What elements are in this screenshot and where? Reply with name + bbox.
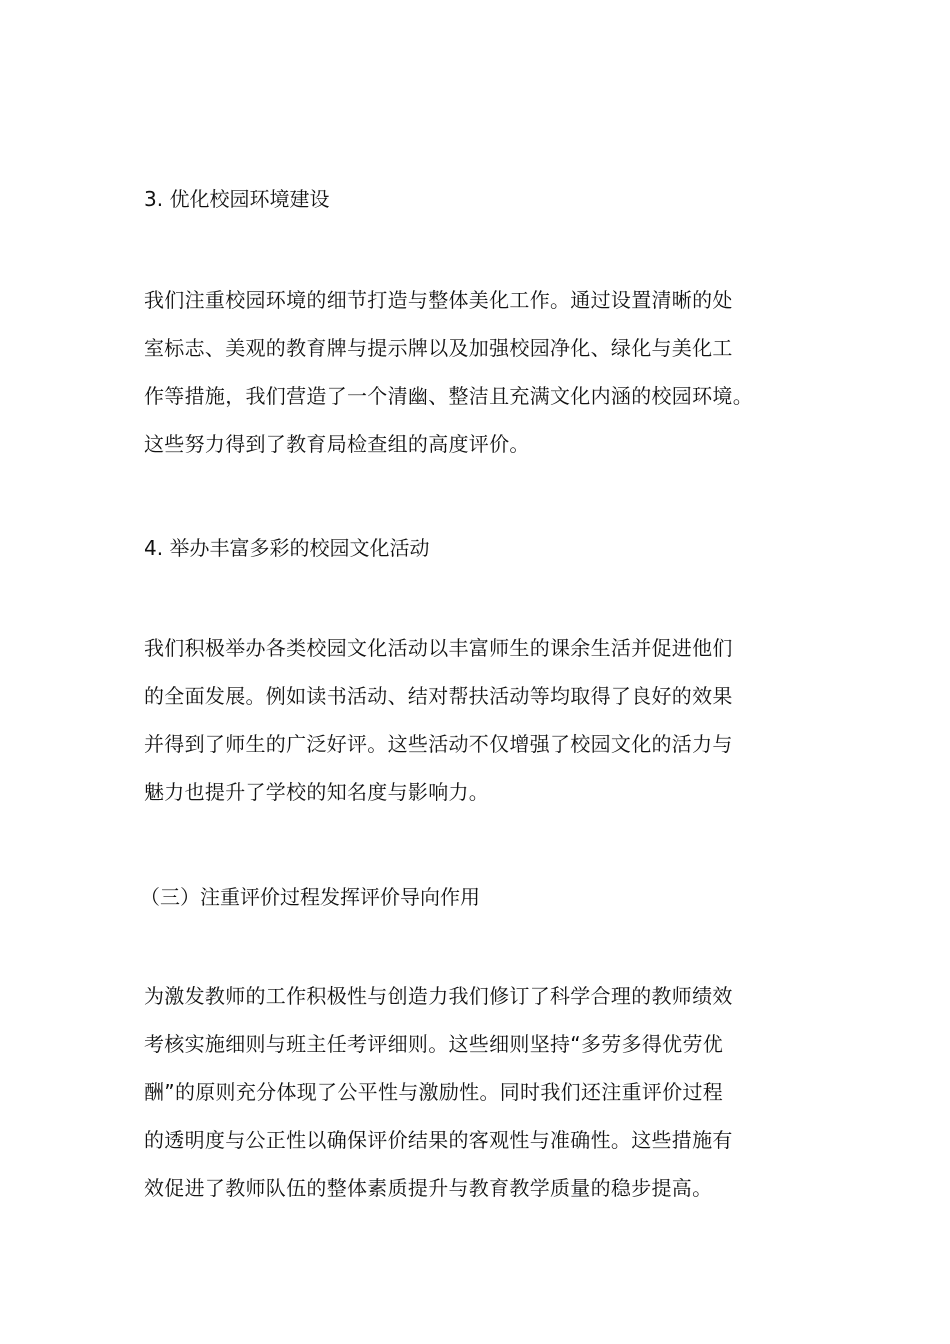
paragraph-line: 我们注重校园环境的细节打造与整体美化工作。通过设置清晰的处 [144,288,733,312]
paragraph-line: 我们积极举办各类校园文化活动以丰富师生的课余生活并促进他们 [144,636,733,660]
paragraph-line: 作等措施，我们营造了一个清幽、整洁且充满文化内涵的校园环境。 [144,384,753,408]
paragraph-line: 这些努力得到了教育局检查组的高度评价。 [144,432,530,456]
paragraph-line: 并得到了师生的广泛好评。这些活动不仅增强了校园文化的活力与 [144,732,733,756]
paragraph-line: 室标志、美观的教育牌与提示牌以及加强校园净化、绿化与美化工 [144,336,733,360]
paragraph-line: 效促进了教师队伍的整体素质提升与教育教学质量的稳步提高。 [144,1176,713,1200]
section-4-paragraph [144,624,834,816]
paragraph-line: 考核实施细则与班主任考评细则。这些细则坚持“多劳多得优劳优 [144,1032,724,1056]
section-4-heading: 4. 举办丰富多彩的校园文化活动 [144,536,430,560]
paragraph-line: 的全面发展。例如读书活动、结对帮扶活动等均取得了良好的效果 [144,684,733,708]
paragraph-line: 酬”的原则充分体现了公平性与激励性。同时我们还注重评价过程 [144,1080,724,1104]
paragraph-line: 为激发教师的工作积极性与创造力我们修订了科学合理的教师绩效 [144,984,733,1008]
section-three-heading: （三）注重评价过程发挥评价导向作用 [140,885,480,909]
section-3-paragraph [144,276,834,468]
paragraph-line: 魅力也提升了学校的知名度与影响力。 [144,780,490,804]
section-3-heading: 3. 优化校园环境建设 [144,187,330,211]
paragraph-line: 的透明度与公正性以确保评价结果的客观性与准确性。这些措施有 [144,1128,733,1152]
section-three-paragraph [144,972,834,1212]
